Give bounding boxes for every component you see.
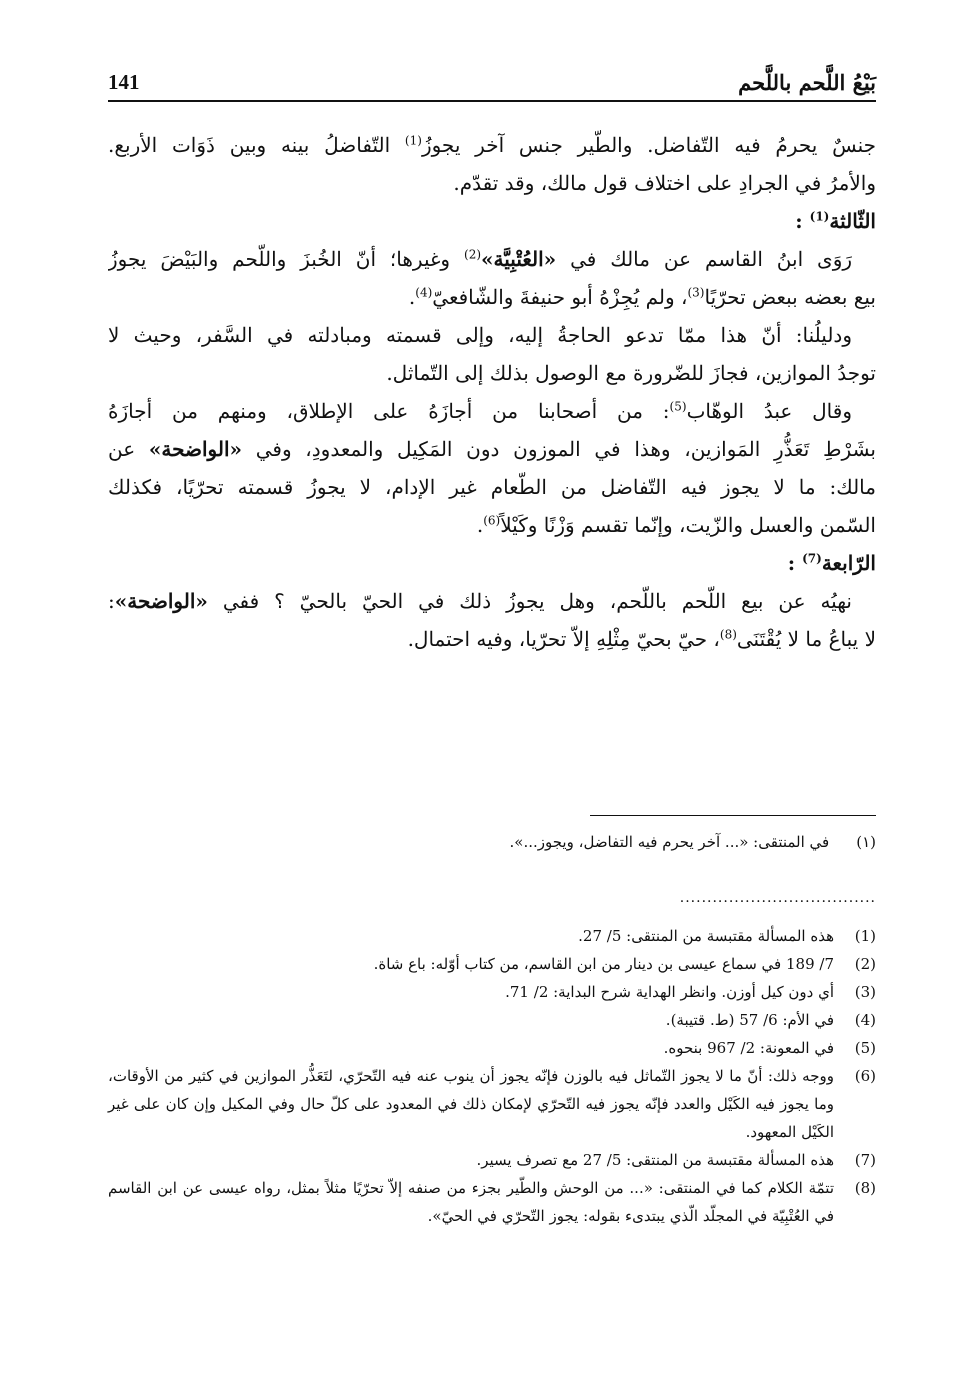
footnotes [108,922,876,1230]
book-title: «العُتْبِيَّة» [481,247,557,271]
footnote-ref: (3) [687,285,705,300]
text-line: لا يباعُ ما لا يُقْتَنَى$^{(8)}$، حيّ بحيّ مِثْلِهِ إلاّ تحرّيا، وفيه احتمال. [407,627,876,651]
footnote-number: (1) [854,927,876,945]
text-line: السّمن والعسل والزّيت، وإنّما تقسم وَزْنًا وكَيْلاً$^{(6)}$. [476,513,876,537]
footnote-ref: (8) [719,627,737,642]
footnote [108,978,876,1006]
footnote-text: تتمّة الكلام كما في المنتقى: «... من الوحش والطّير بجزء من صنفه إلاّ تحرّيًا مثلاً بمثل، رواه عيسى عن ابن القاسم في العُتْبِيّة في المجلّد الّذي يبتدىء بقوله: يجوز التّحرّي في الحيّ». [108,1179,834,1225]
footnote-text: هذه المسألة مقتبسة من المنتقى: 5/ 27. [578,927,834,945]
section-heading-third: الثّالثة$^{(1)}$ : [795,209,876,233]
footnote [108,1006,876,1034]
footnote-ref: (2) [464,247,482,262]
footnote-ref: (5) [669,399,687,414]
section-heading-fourth: الرّابعة$^{(7)}$ : [787,551,876,575]
variant-note-text: في المنتقى: «... آخر يحرم فيه التفاضل، ويجوز...». [509,833,830,851]
footnote-number: (7) [854,1151,876,1169]
footnote-text: في المعونة: 2/ 967 بنحوه. [663,1039,834,1057]
footnote-ref: (6) [483,513,501,528]
header-rule [108,100,876,102]
footnote-ref: (1) [404,133,422,148]
footnote-number: (4) [854,1011,876,1029]
footnote-ref: (4) [415,285,433,300]
variant-note [108,828,876,856]
text-line: والأمرُ في الجرادِ على اختلاف قول مالك، وقد تقدّم. [453,171,876,195]
footnote [108,1034,876,1062]
footnote-text: 7/ 189 في سماع عيسى بن دينار من ابن القاسم، من كتاب أوّله: باع شاة. [373,955,834,973]
footnote-text: هذه المسألة مقتبسة من المنتقى: 5/ 27 مع تصرف يسير. [476,1151,834,1169]
main-text [108,126,876,658]
text-line: رَوَى ابنُ القاسم عن مالك في «العُتْبِيَّة»$^{(2)}$ وغيرها؛ أنّ الخُبزَ واللّحم والبَيْضَ يجوزُ [108,247,853,271]
footnote-number: (3) [854,983,876,1001]
footnote [108,922,876,950]
book-title: «الواضحة» [114,589,208,613]
footnote-text: أي دون كيل أوزن. وانظر الهداية شرح البداية: 2/ 71. [505,983,834,1001]
variant-note-number: (١) [856,833,876,851]
footnote [108,1174,876,1230]
footnote [108,1146,876,1174]
text-line: توجدُ الموازين، فجازَ للضّرورة مع الوصول بذلك إلى التّماثل. [386,361,876,385]
footnote-number: (8) [854,1179,876,1197]
footnote-text: ووجه ذلك: أنّ ما لا يجوز التّماثل فيه بالوزن فإنّه يجوز أن ينوب عنه فيه التّحرّي، لتَعَذُّر الموازين في كثير من الأوقات، وما يجوز فيه الكَيْل والعدد فإنّه يجوز فيه التّحرّي لإمكان ذلك في المعدود على كلّ حال وفي المكيل وإن كان على غير الكَيْل المعهود. [108,1067,834,1141]
footnote-number: (5) [854,1039,876,1057]
page-number: 141 [108,70,140,94]
footnote-number: (6) [854,1067,876,1085]
footnote-number: (2) [854,955,876,973]
page-header [108,62,876,102]
footnote-rule [590,815,876,816]
text-line: بشَرْطِ تَعَذُّرِ المَوازين، وهذا في الموزون دون المَكِيل والمعدودِ، وفي «الواضحة» عن [108,437,876,461]
text-line: بيع بعضه ببعض تحرّيًا$^{(3)}$، ولم يُجِزْهُ أبو حنيفةَ والشّافعيّ$^{(4)}$. [408,285,876,309]
footnote [108,1062,876,1146]
dotted-separator: .................................... [679,890,876,906]
footnote-text: في الأم: 6/ 57 (ط. قتيبة). [665,1011,834,1029]
text-line: جنسٌ يحرمُ فيه التّفاضل. والطّير جنس آخر يجوزُ$^{(1)}$ التّفاضلُ بينه وبين ذَوَات الأربع. [108,133,876,157]
text-line: نهيُه عن بيع اللّحم باللّحم، وهل يجوزُ ذلك في الحيّ بالحيّ ؟ ففي «الواضحة»: [108,589,852,613]
footnote-ref: (1) [809,209,830,224]
footnote-ref: (7) [802,551,822,566]
running-title: بَيْعُ اللَّحم باللَّحم [738,70,876,95]
book-title: «الواضحة» [148,437,243,461]
footnote [108,950,876,978]
text-line: مالك: ما لا يجوز فيه التّفاضل من الطّعام غير الإدام، لا يجوزُ قسمته تحرّيًا، فكذلك [108,475,876,499]
text-line: وقال عبدُ الوهّاب$^{(5)}$: من أصحابنا من أجازَهُ على الإطلاق، ومنهم من أجازَهُ [108,399,852,423]
text-line: ودليلُنا: أنّ هذا ممّا تدعو الحاجةُ إليه، وإلى قسمته ومبادلته في السَّفر، وحيث لا [108,323,852,347]
